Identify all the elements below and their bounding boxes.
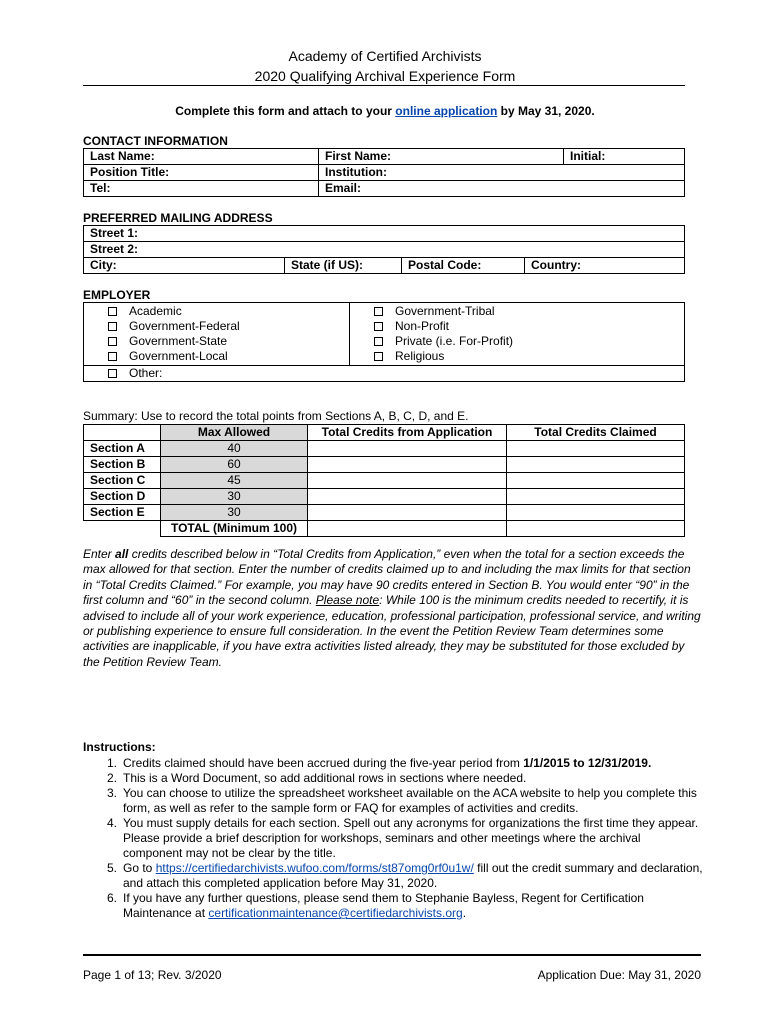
footer-divider bbox=[83, 954, 701, 956]
employer-option[interactable]: Private (i.e. For-Profit) bbox=[374, 334, 684, 349]
contact-table bbox=[83, 148, 685, 197]
first-name-field[interactable]: First Name: bbox=[319, 149, 564, 165]
list-item: 5. Go to https://certifiedarchivists.wufoo.com/forms/st87omg0rf0u1w/ fill out the credit summary and declaration, and attach this completed application before May 31, 2020. bbox=[106, 861, 703, 890]
total-from-application-cell[interactable] bbox=[308, 521, 507, 537]
credits-claimed-cell[interactable] bbox=[507, 489, 685, 505]
checkbox-icon[interactable] bbox=[374, 337, 383, 346]
credits-from-application-cell[interactable] bbox=[308, 473, 507, 489]
summary-header-app: Total Credits from Application bbox=[308, 425, 507, 441]
checkbox-icon[interactable] bbox=[108, 307, 117, 316]
max-allowed-cell: 30 bbox=[161, 505, 308, 521]
section-label: Section A bbox=[84, 441, 161, 457]
max-allowed-cell: 45 bbox=[161, 473, 308, 489]
credits-from-application-cell[interactable] bbox=[308, 457, 507, 473]
list-item: 4. You must supply details for each section. Spell out any acronyms for organizations the first time they appear. Please provide a brief description for workshops, seminars and other meetings where the archival component may not be clear by the title. bbox=[106, 816, 699, 860]
last-name-field[interactable]: Last Name: bbox=[84, 149, 319, 165]
employer-option[interactable]: Government-State bbox=[108, 334, 349, 349]
employer-heading: EMPLOYER bbox=[83, 288, 151, 302]
employer-left-column bbox=[84, 303, 350, 366]
list-item: 6. If you have any further questions, please send them to Stephanie Bayless, Regent for Certification Maintenance at certificationmaintenance@certifiedarchivists.org. bbox=[106, 891, 644, 920]
summary-header-max: Max Allowed bbox=[161, 425, 308, 441]
checkbox-icon[interactable] bbox=[374, 352, 383, 361]
total-blank bbox=[84, 521, 161, 537]
credits-claimed-cell[interactable] bbox=[507, 457, 685, 473]
mailing-table bbox=[83, 225, 685, 274]
total-claimed-cell[interactable] bbox=[507, 521, 685, 537]
initial-field[interactable]: Initial: bbox=[564, 149, 685, 165]
contact-heading: CONTACT INFORMATION bbox=[83, 134, 228, 148]
employer-option[interactable]: Government-Local bbox=[108, 349, 349, 364]
due-date: Application Due: May 31, 2020 bbox=[537, 968, 701, 982]
summary-header-blank bbox=[84, 425, 161, 441]
section-label: Section B bbox=[84, 457, 161, 473]
postal-code-field[interactable]: Postal Code: bbox=[402, 258, 525, 274]
checkbox-icon[interactable] bbox=[108, 322, 117, 331]
country-field[interactable]: Country: bbox=[525, 258, 685, 274]
table-row bbox=[84, 505, 685, 521]
employer-right-column bbox=[350, 303, 685, 366]
max-allowed-cell: 60 bbox=[161, 457, 308, 473]
instructions-heading: Instructions: bbox=[83, 740, 156, 754]
section-label: Section D bbox=[84, 489, 161, 505]
table-row bbox=[84, 489, 685, 505]
checkbox-icon[interactable] bbox=[108, 337, 117, 346]
summary-label: Summary: Use to record the total points from Sections A, B, C, D, and E. bbox=[83, 409, 469, 423]
credits-from-application-cell[interactable] bbox=[308, 489, 507, 505]
street2-field[interactable]: Street 2: bbox=[84, 242, 685, 258]
employer-other-row bbox=[84, 366, 685, 382]
header-divider bbox=[83, 85, 685, 86]
employer-option-other[interactable]: Other: bbox=[108, 366, 684, 381]
total-row bbox=[84, 521, 685, 537]
employer-option[interactable]: Academic bbox=[108, 304, 349, 319]
total-label: TOTAL (Minimum 100) bbox=[161, 521, 308, 537]
mailing-heading: PREFERRED MAILING ADDRESS bbox=[83, 211, 273, 225]
credits-claimed-cell[interactable] bbox=[507, 441, 685, 457]
instructions-list bbox=[83, 756, 703, 921]
credits-explanation: Enter all credits described below in “Total Credits from Application,” even when the total for a section exceeds the max allowed for that section. Enter the number of credits claimed up to and including the max limits for that section in “Total Credits Claimed.” For example, you may have 90 credits entered in Section B. You would enter “90” in the first column and “60” in the second column. Please note: While 100 is the minimum credits needed to recertify, it is advised to include all of your work experience, education, professional participation, professional service, and writing or publishing experience to ensure full consideration. In the event the Petition Review Team determines some activities are inapplicable, if you have extra activities listed already, they may be substituted for those excluded by the Petition Review Team. bbox=[83, 547, 701, 669]
email-link[interactable]: certificationmaintenance@certifiedarchivists.org bbox=[208, 906, 463, 920]
list-item: 2. This is a Word Document, so add additional rows in sections where needed. bbox=[106, 771, 527, 785]
summary-table bbox=[83, 424, 685, 537]
credits-from-application-cell[interactable] bbox=[308, 441, 507, 457]
online-application-link[interactable]: online application bbox=[395, 104, 498, 118]
list-item: 3. You can choose to utilize the spreadsheet worksheet available on the ACA website to help you complete this form, as well as refer to the sample form or FAQ for examples of activities and credits. bbox=[106, 786, 697, 815]
list-item: 1. Credits claimed should have been accrued during the five-year period from 1/1/2015 to 12/31/2019. bbox=[106, 756, 652, 770]
document-subtitle: 2020 Qualifying Archival Experience Form bbox=[254, 68, 516, 84]
employer-option[interactable]: Government-Federal bbox=[108, 319, 349, 334]
position-title-field[interactable]: Position Title: bbox=[84, 165, 319, 181]
credits-from-application-cell[interactable] bbox=[308, 505, 507, 521]
employer-option[interactable]: Religious bbox=[374, 349, 684, 364]
section-label: Section C bbox=[84, 473, 161, 489]
state-field[interactable]: State (if US): bbox=[285, 258, 402, 274]
max-allowed-cell: 40 bbox=[161, 441, 308, 457]
institution-field[interactable]: Institution: bbox=[319, 165, 685, 181]
checkbox-icon[interactable] bbox=[374, 307, 383, 316]
wufoo-form-link[interactable]: https://certifiedarchivists.wufoo.com/forms/st87omg0rf0u1w/ bbox=[155, 861, 474, 875]
street1-field[interactable]: Street 1: bbox=[84, 226, 685, 242]
section-label: Section E bbox=[84, 505, 161, 521]
employer-table bbox=[83, 302, 685, 382]
employer-option[interactable]: Non-Profit bbox=[374, 319, 684, 334]
tel-field[interactable]: Tel: bbox=[84, 181, 319, 197]
checkbox-icon[interactable] bbox=[108, 369, 117, 378]
credits-claimed-cell[interactable] bbox=[507, 473, 685, 489]
checkbox-icon[interactable] bbox=[374, 322, 383, 331]
page-number: Page 1 of 13; Rev. 3/2020 bbox=[83, 968, 222, 982]
city-field[interactable]: City: bbox=[84, 258, 285, 274]
checkbox-icon[interactable] bbox=[108, 352, 117, 361]
table-row bbox=[84, 441, 685, 457]
table-row bbox=[84, 457, 685, 473]
summary-header-claimed: Total Credits Claimed bbox=[507, 425, 685, 441]
credits-claimed-cell[interactable] bbox=[507, 505, 685, 521]
employer-option[interactable]: Government-Tribal bbox=[374, 304, 684, 319]
table-row bbox=[84, 473, 685, 489]
document-title: Academy of Certified Archivists bbox=[288, 48, 482, 64]
max-allowed-cell: 30 bbox=[161, 489, 308, 505]
intro-text: Complete this form and attach to your online application by May 31, 2020. bbox=[175, 104, 595, 118]
email-field[interactable]: Email: bbox=[319, 181, 685, 197]
